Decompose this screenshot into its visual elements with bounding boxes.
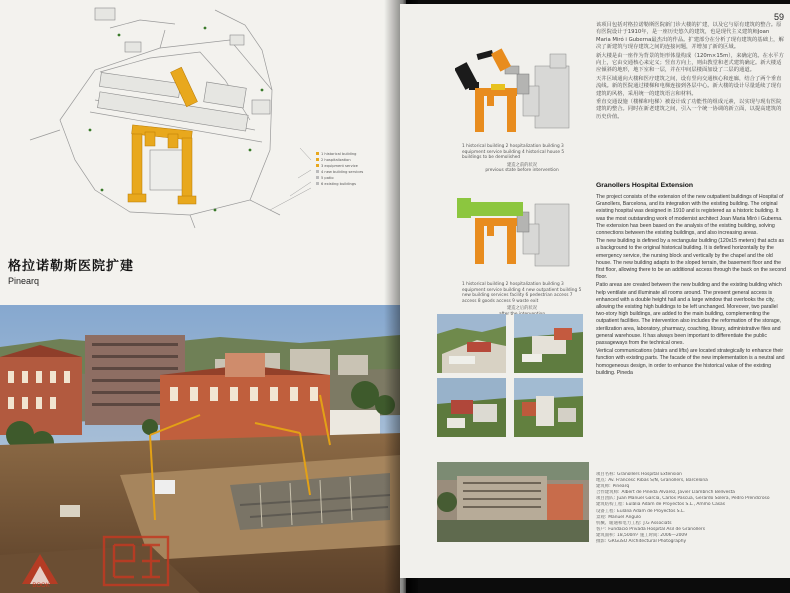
site-plan [0,0,395,230]
page-number: 59 [773,12,784,22]
credit-row: 机械、暖通和电力工程: J.G Associats [596,520,672,526]
seal-logo [100,533,172,589]
svg-text:6 existing buildings: 6 existing buildings [321,182,356,186]
credit-row: 建筑结构工程: Eulàlia Adam de Proyectos S.L., Ammo Casas [596,502,726,508]
credit-row: 设备工程: Eulàlia Adam de Proyectos S.L. [596,508,685,514]
diagram-after-intervention [455,192,585,280]
model-render-4 [514,378,583,437]
model-render-1 [437,314,506,373]
completed-building-photo [437,462,589,542]
diagram1-caption: 1 historical building 2 hospitalization building 3 equipment service building 4 historical house 5 buildings to be demolished 建造之前的状况 previous state before intervention [462,144,565,174]
credit-row: 项目团队: Juan Manuel García, Carlos Pascua, Gerardo Solera, Pedro Prendcroso [596,496,770,502]
credit-row: 客户: Fundació Privada Hospital Asil de Granollers [596,526,705,532]
svg-text:5 patio: 5 patio [321,176,334,180]
svg-text:4 new building services: 4 new building services [321,170,364,174]
credit-row: 项目名称: Granollers Hospital Extension [596,472,682,477]
credit-row: 摄影: GRGuSO Architectural Photography [596,539,687,545]
svg-text:2 hospitalization: 2 hospitalization [321,158,351,162]
legend-item: 1 historical building [321,152,357,156]
diagram2-caption: 1 historical building 2 hospitalization building 3 equipment service building 4 new outpatient building 5 new building services facility 6 pedestrian access 7 access 8 goods access 9 waste exit 建造之后的状况 the [462,282,582,317]
diagram-before-intervention [455,46,585,141]
english-description: The project consists of the extension of the new outpatient buildings of Hospital of Granollers, Barcelona, and its integration with the existing building. The original existing hospital was designed in 1910 and is registered as a historic building. It was the most outstanding work of modernist architect Joan Maria Miró i Guberna. The extension has been based on the analysis of the existing building, solving connections between the existing buildings, and also increasing areas. The new building is defined by a rectangular building (120x15 meters) that acts as a background to the original historical building. It is defined horizontally by the emergency service, the nursing block and vertically by the chapel and the old house. The new building adapts to the sloped terrain, the basement floor and the first floor, allowing there to be an additional access through the back on the second floor. Patio areas are created between the new building and the existing building which help ventilate and illuminate all rooms around. The present general access is enhanced with a double height hall and a large window that overlooks the city, allowing the existing high buildings to be left unchanged. Moreover, two parallel two-story high buildings, are added to the main building, complementing the outpatient facilities. The intervention also includes the reformation of the storage, sterilization area, laboratory, pharmacy, coaching, library, administrative files and general warehouse. It has always been important to differentiate the public passageways from the technical ones. Vertical communications (stairs and lifts) are located strategically to enhance their function with existing parts. The facade of the new implementation is a neutral and homogeneous design, in order to enhance the historical value of the existing building. Pineda [596,194,787,376]
credit-row: 建筑师: Pinearq [596,484,630,490]
credit-row: 合作建筑师: Albert de Pineda Álvarez, Javier Llambrich Bellvesta [596,490,735,496]
right-page [400,4,790,578]
project-credits [596,472,786,545]
english-heading: Granollers Hospital Extension [596,182,694,189]
credit-row: 地点: Av. Francesc Ribas S/N, Granollers, Barcelona [596,478,708,484]
credit-row: 景观: Manuel Angulo [596,514,641,520]
model-render-2 [514,314,583,373]
project-title-cn: 格拉诺勒斯医院扩建 [8,259,135,274]
svg-text:3 equipment service: 3 equipment service [321,164,358,168]
model-render-3 [437,378,506,437]
architect-name: Pinearq [8,276,40,286]
credit-row: 建筑面积: 18,500m² 施工时间: 2006—2009 [596,532,688,538]
chinese-description: 该项目包括对格拉诺勒斯医院新门诊大楼的扩建，以及它与原有建筑的整合。原有医院设计于1910年，是一座历史悠久的建筑，也是现代主义建筑师Joan Maria Miró i Guberna最杰出的作品。扩建部分在分析了现有建筑的基础上，解决了新建筑与现存建筑之间的连接问题，并增加了新的区域。 新大楼是由一座作为背景的矩形体量构成（120m×15m），来确定的。在水平方向上，它由交通核心来定义；竖直方向上，则由教堂和老式建筑确定。新大楼适应倾斜的地形，地下室和一层，并在中间层楼面加设了二层的通道。 天井区域通向大楼和医疗建筑之间，设有竖向交通核心和连廊，结合了两个垂直流线。新的医院通过楼梯和电梯连接到各层中心。新大楼的设计尽量延续了现有建筑的风格，采用统一的建筑语言和材料。 垂直交通设施（楼梯和电梯）被设计成了功能性的组成元素，以实现与现有医院建筑的整合。同时在新老建筑之间，引入一个统一协调的新立面，以提高建筑的历史价值。 [596,22,784,120]
logo-text: BOOK [32,583,50,588]
brand-logo [20,548,62,588]
